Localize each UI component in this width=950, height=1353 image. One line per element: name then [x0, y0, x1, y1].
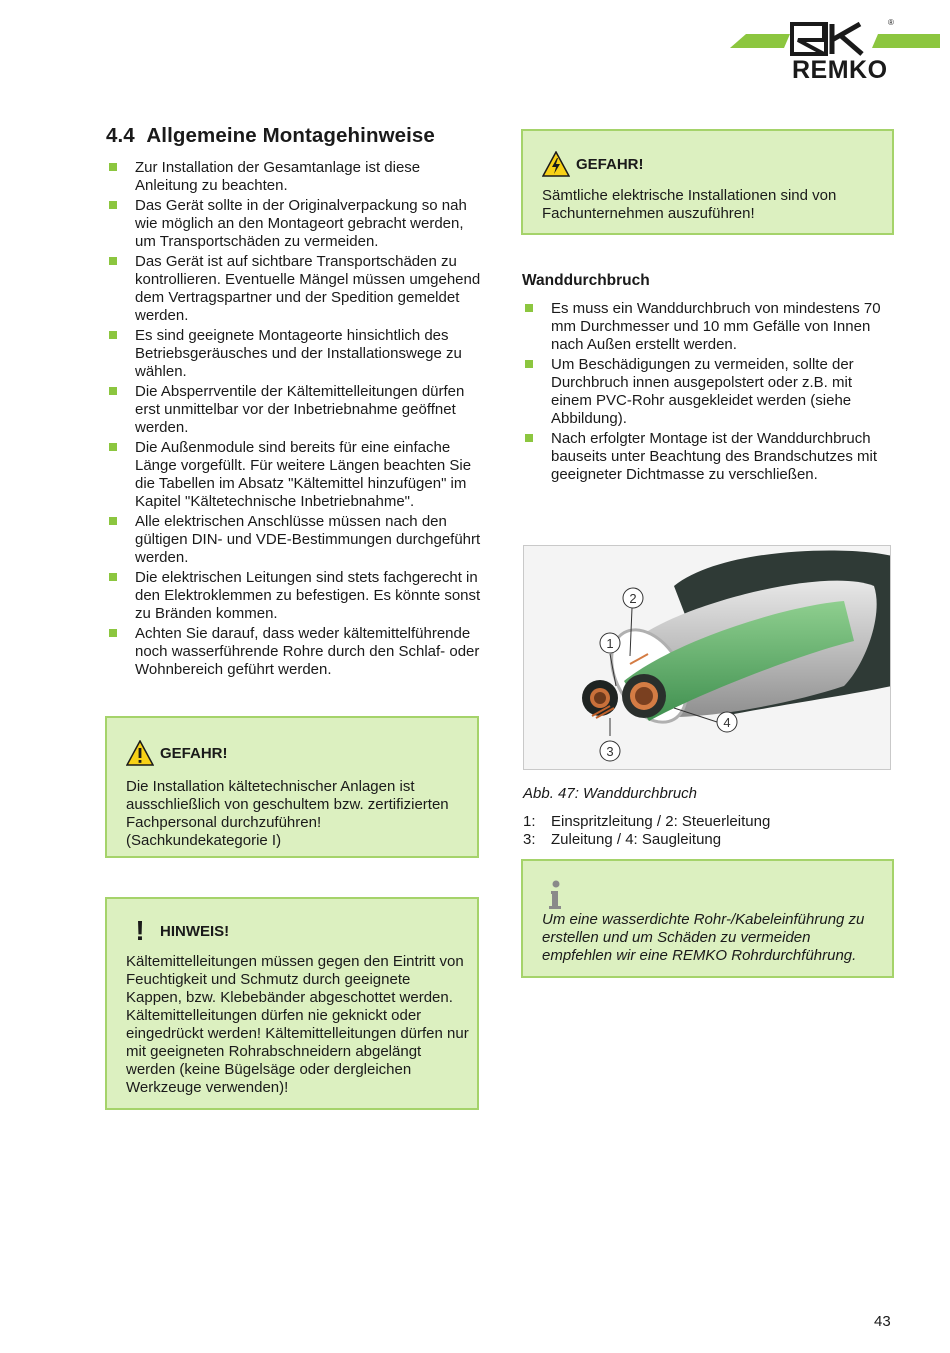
bullet-square	[525, 360, 533, 368]
bullet-square	[109, 257, 117, 265]
note-box-refrigerant-lines	[105, 897, 479, 1110]
bullet-square	[109, 517, 117, 525]
bullet-square	[109, 573, 117, 581]
left-column	[106, 159, 481, 681]
legend-row	[523, 813, 893, 831]
danger-box-header	[542, 151, 882, 177]
wall-penetration-section	[522, 300, 894, 486]
exclamation-icon: !	[135, 915, 145, 946]
list-item: Das Gerät ist auf sichtbare Transportschäden zu kontrollieren. Eventuelle Mängel müssen umgehend dem Vertragspartner und der Spedition gemeldet werden.	[106, 253, 481, 325]
bullet-square	[109, 387, 117, 395]
note-label: HINWEIS!	[160, 922, 230, 940]
callout-1: 1	[606, 636, 614, 651]
list-item: Die Außenmodule sind bereits für eine einfache Länge vorgefüllt. Für weitere Längen beachten Sie die Tabellen im Absatz "Kältemittel hinzufügen" im Kapitel "Kältetechnische Inbetriebnahme".	[106, 439, 481, 511]
list-item: Um Beschädigungen zu vermeiden, sollte der Durchbruch innen ausgepolstert oder z.B. mit einem PVC-Rohr ausgekleidet werden (siehe Abbildung).	[522, 356, 894, 428]
danger-box-electrical	[521, 129, 894, 235]
danger-text: Sämtliche elektrische Installationen sind von Fachunternehmen auszuführen!	[542, 187, 837, 222]
list-item: Es muss ein Wanddurchbruch von mindestens 70 mm Durchmesser und 10 mm Gefälle von Innen nach Außen erstellt werden.	[522, 300, 894, 354]
logo-text: REMKO	[792, 56, 888, 84]
danger-text: Die Installation kältetechnischer Anlagen ist ausschließlich von geschultem bzw. zertifizierten Fachpersonal durchzuführen! (Sachkundekategorie I)	[126, 778, 449, 849]
list-item: Es sind geeignete Montageorte hinsichtlich des Betriebsgeräusches und der Installationswege zu wählen.	[106, 327, 481, 381]
section-title-text: Allgemeine Montagehinweise	[146, 124, 435, 147]
legend-text: Zuleitung / 4: Saugleitung	[551, 831, 722, 848]
bullet-square	[109, 163, 117, 171]
legend-key: 3:	[523, 831, 536, 848]
legend-key: 1:	[523, 813, 536, 830]
note-text: Kältemittelleitungen müssen gegen den Eintritt von Feuchtigkeit und Schmutz durch geeignete Kappen, bzw. Klebebänder abgeschottet werden. Kältemittelleitungen dürfen nie geknickt oder eingedrückt werden! Kältemittelleitungen dürfen nur mit geeigneten Rohrabschneidern abgelängt werden (keine Bügelsäge oder dergleichen Werkzeuge verwenden)!	[126, 953, 469, 1096]
legend-row	[523, 831, 893, 849]
legend-text: Einspritzleitung / 2: Steuerleitung	[551, 813, 771, 830]
danger-label: GEFAHR!	[576, 155, 644, 173]
bullet-square	[109, 201, 117, 209]
remko-logo	[728, 20, 943, 86]
info-text: Um eine wasserdichte Rohr-/Kabeleinführung zu erstellen und um Schäden zu vermeiden empfehlen wir eine REMKO Rohrdurchführung.	[542, 911, 865, 964]
pipe-illustration	[524, 546, 891, 770]
bullet-square	[109, 443, 117, 451]
bullet-square	[525, 434, 533, 442]
bullet-square	[109, 629, 117, 637]
figure-legend	[523, 813, 893, 849]
danger-label: GEFAHR!	[160, 744, 228, 762]
page-number: 43	[874, 1313, 891, 1330]
wall-penetration-figure	[523, 545, 891, 770]
list-item: Die elektrischen Leitungen sind stets fachgerecht in den Elektroklemmen zu befestigen. Es könnte sonst zu Bränden kommen.	[106, 569, 481, 623]
danger-box-installation	[105, 716, 479, 858]
callout-3: 3	[606, 744, 614, 759]
note-box-header	[126, 917, 469, 945]
wall-penetration-heading: Wanddurchbruch	[522, 272, 650, 289]
list-item: Nach erfolgter Montage ist der Wanddurchbruch bauseits unter Beachtung des Brandschutzes mit geeigneter Dichtmasse zu verschließen.	[522, 430, 894, 484]
list-item: Achten Sie darauf, dass weder kältemittelführende noch wasserführende Rohre durch den Schlaf- oder Wohnbereich geführt werden.	[106, 625, 481, 679]
section-number: 4.4	[106, 124, 135, 147]
figure-caption: Abb. 47: Wanddurchbruch	[523, 785, 698, 802]
list-item: Zur Installation der Gesamtanlage ist diese Anleitung zu beachten.	[106, 159, 481, 195]
registered-mark: ®	[888, 18, 894, 27]
installation-notes-list	[106, 159, 481, 679]
bullet-square	[109, 331, 117, 339]
wall-penetration-list	[522, 300, 894, 484]
bullet-square	[525, 304, 533, 312]
list-item: Die Absperrventile der Kältemittelleitungen dürfen erst unmittelbar vor der Inbetriebnahme geöffnet werden.	[106, 383, 481, 437]
section-title	[106, 124, 486, 148]
list-item: Das Gerät sollte in der Originalverpackung so nah wie möglich an den Montageort gebracht werden, um Transportschäden zu vermeiden.	[106, 197, 481, 251]
warning-triangle-icon	[126, 740, 154, 766]
info-icon-graphic	[542, 879, 566, 911]
callout-4: 4	[723, 715, 731, 730]
info-box-pipe-feedthrough	[521, 859, 894, 978]
info-icon	[542, 879, 566, 911]
danger-box-header	[126, 740, 467, 766]
list-item: Alle elektrischen Anschlüsse müssen nach den gültigen DIN- und VDE-Bestimmungen durchgeführt werden.	[106, 513, 481, 567]
callout-2: 2	[629, 591, 637, 606]
electric-warning-icon	[542, 151, 570, 177]
